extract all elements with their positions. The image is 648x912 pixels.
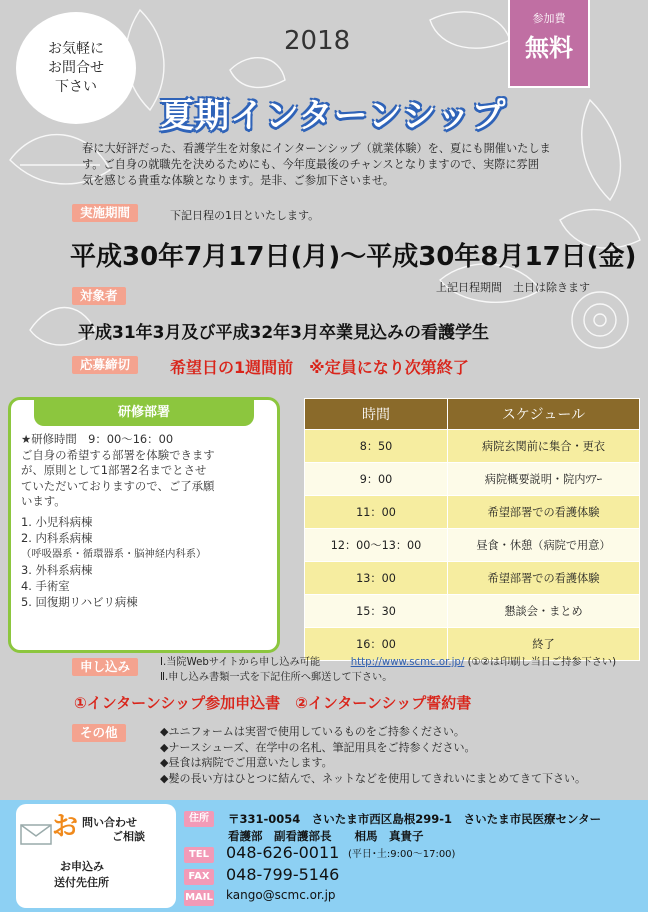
other-item: ◆ナースシューズ、在学中の名札、筆記用具をご持参ください。: [160, 740, 476, 754]
apply-line-2: Ⅱ.申し込み書類一式を下記住所へ郵送して下さい。: [160, 672, 393, 683]
free-label: 無料: [525, 34, 573, 62]
table-row: [305, 496, 640, 529]
year-label: 2018: [284, 26, 351, 56]
target-label: 対象者: [72, 287, 126, 305]
row-activity: 病院概要説明・院内ﾂｱｰ: [448, 463, 640, 496]
period-label: 実施期間: [72, 204, 138, 222]
other-item: ◆ユニフォームは実習で使用しているものをご持参ください。: [160, 725, 465, 738]
row-time: 9：00: [305, 463, 448, 496]
deadline-text: 希望日の1週間前 ※定員になり次第終了: [170, 358, 469, 377]
row-time: 8：50: [305, 430, 448, 463]
weekend-note: 上記日程期間 土日は除きます: [436, 281, 590, 294]
apply-label: 申し込み: [72, 658, 138, 676]
department-item: 3. 外科系病棟: [21, 562, 93, 577]
bubble-line-1: お気軽に: [48, 40, 104, 57]
envelope-icon: [20, 822, 54, 846]
training-department-box: [8, 397, 280, 653]
row-activity: 病院玄関前に集合・更衣: [448, 430, 640, 463]
mail-address[interactable]: kango@scmc.or.jp: [226, 888, 336, 902]
bubble-line-3: 下さい: [55, 78, 97, 95]
contact-sub-1: お申込み: [60, 860, 104, 873]
period-note: 下記日程の1日といたします。: [170, 209, 320, 222]
address-line-1: 〒331-0054 さいたま市西区島根299-1 さいたま市民医療センター: [228, 812, 602, 826]
header-schedule: スケジュール: [448, 399, 640, 430]
schedule-header-row: [305, 399, 640, 430]
tel-hours: (平日･土:9:00～17:00): [348, 849, 456, 860]
table-row: [305, 463, 640, 496]
address-tag: 住所: [184, 811, 214, 827]
apply-line-1: Ⅰ.当院Webサイトから申し込み可能: [160, 657, 321, 668]
free-fee-badge: [508, 0, 590, 88]
page-title: 夏期インターンシップ: [160, 96, 507, 136]
other-notes: [160, 724, 586, 786]
training-time: ★研修時間 9：00～16：00: [21, 432, 174, 446]
deadline-label: 応募締切: [72, 356, 138, 374]
department-body: [11, 426, 277, 610]
o-character: お: [52, 812, 79, 842]
hospital-website-link[interactable]: http://www.scmc.or.jp/: [350, 657, 465, 668]
row-time: 12：00～13：00: [305, 529, 448, 562]
contact-card: [16, 804, 176, 908]
department-item: 2. 内科系病棟: [21, 530, 93, 545]
required-documents: ①インターンシップ参加申込書 ②インターンシップ誓約書: [74, 694, 472, 712]
row-time: 11：00: [305, 496, 448, 529]
intro-line-2: す。ご自身の就職先を決めるためにも、今年度最後のチャンスとなりますので、実際に雰囲: [82, 158, 539, 171]
department-desc-1: ご自身の希望する部署を体験できます: [21, 447, 215, 462]
department-heading: 研修部署: [34, 400, 254, 426]
row-activity: 希望部署での看護体験: [448, 562, 640, 595]
inquiry-bubble: [16, 12, 136, 124]
target-text: 平成31年3月及び平成32年3月卒業見込みの看護学生: [78, 323, 489, 343]
table-row: [305, 562, 640, 595]
other-item: ◆昼食は病院でご用意いたします。: [160, 756, 333, 769]
department-desc-3: ていただいておりますので、ご了承願: [21, 478, 215, 493]
table-row: [305, 529, 640, 562]
apply-instructions: [160, 655, 616, 685]
department-list: [21, 514, 267, 610]
department-item: 5. 回復期リハビリ病棟: [21, 594, 138, 609]
fax-tag: FAX: [184, 869, 214, 885]
row-time: 16：00: [305, 628, 448, 661]
department-item: 1. 小児科病棟: [21, 514, 93, 529]
period-dates: 平成30年7月17日(月)～平成30年8月17日(金): [70, 242, 637, 272]
contact-title-2: ご相談: [112, 830, 145, 843]
other-label: その他: [72, 724, 126, 742]
table-row: [305, 430, 640, 463]
department-item: 4. 手術室: [21, 578, 70, 593]
department-desc-4: います。: [21, 494, 66, 508]
fax-number: 048-799-5146: [226, 865, 340, 884]
header-time: 時間: [305, 399, 448, 430]
department-item-note: （呼吸器系・循環器系・脳神経内科系）: [21, 547, 207, 560]
fee-label: 参加費: [532, 12, 566, 25]
row-activity: 終了: [448, 628, 640, 661]
row-activity: 希望部署での看護体験: [448, 496, 640, 529]
intro-line-3: 気を感じる貴重な体験となります。是非、ご参加下さいませ。: [82, 174, 395, 187]
department-desc-2: が、原則として1部署2名までとさせ: [21, 463, 207, 477]
address-line-2: 看護部 副看護部長 相馬 真貴子: [228, 829, 424, 843]
bubble-line-2: お問合せ: [48, 59, 104, 76]
intro-paragraph: [82, 141, 572, 189]
tel-number[interactable]: 048-626-0011: [226, 843, 340, 862]
contact-title-1: 問い合わせ: [82, 816, 137, 829]
intro-line-1: 春に大好評だった、看護学生を対象にインターンシップ（就業体験）を、夏にも開催いたしま: [82, 142, 551, 155]
row-time: 13：00: [305, 562, 448, 595]
row-activity: 昼食・休憩（病院で用意）: [448, 529, 640, 562]
contact-sub-2: 送付先住所: [54, 876, 109, 889]
row-time: 15：30: [305, 595, 448, 628]
other-item: ◆髪の長い方はひとつに結んで、ネットなどを使用してきれいにまとめてきて下さい。: [160, 771, 587, 785]
schedule-table: [304, 398, 640, 661]
row-activity: 懇談会・まとめ: [448, 595, 640, 628]
table-row: [305, 595, 640, 628]
apply-line-1-note: (①②は印刷し当日ご持参下さい): [467, 657, 617, 668]
tel-tag: TEL: [184, 847, 214, 863]
mail-tag: MAIL: [184, 890, 214, 906]
